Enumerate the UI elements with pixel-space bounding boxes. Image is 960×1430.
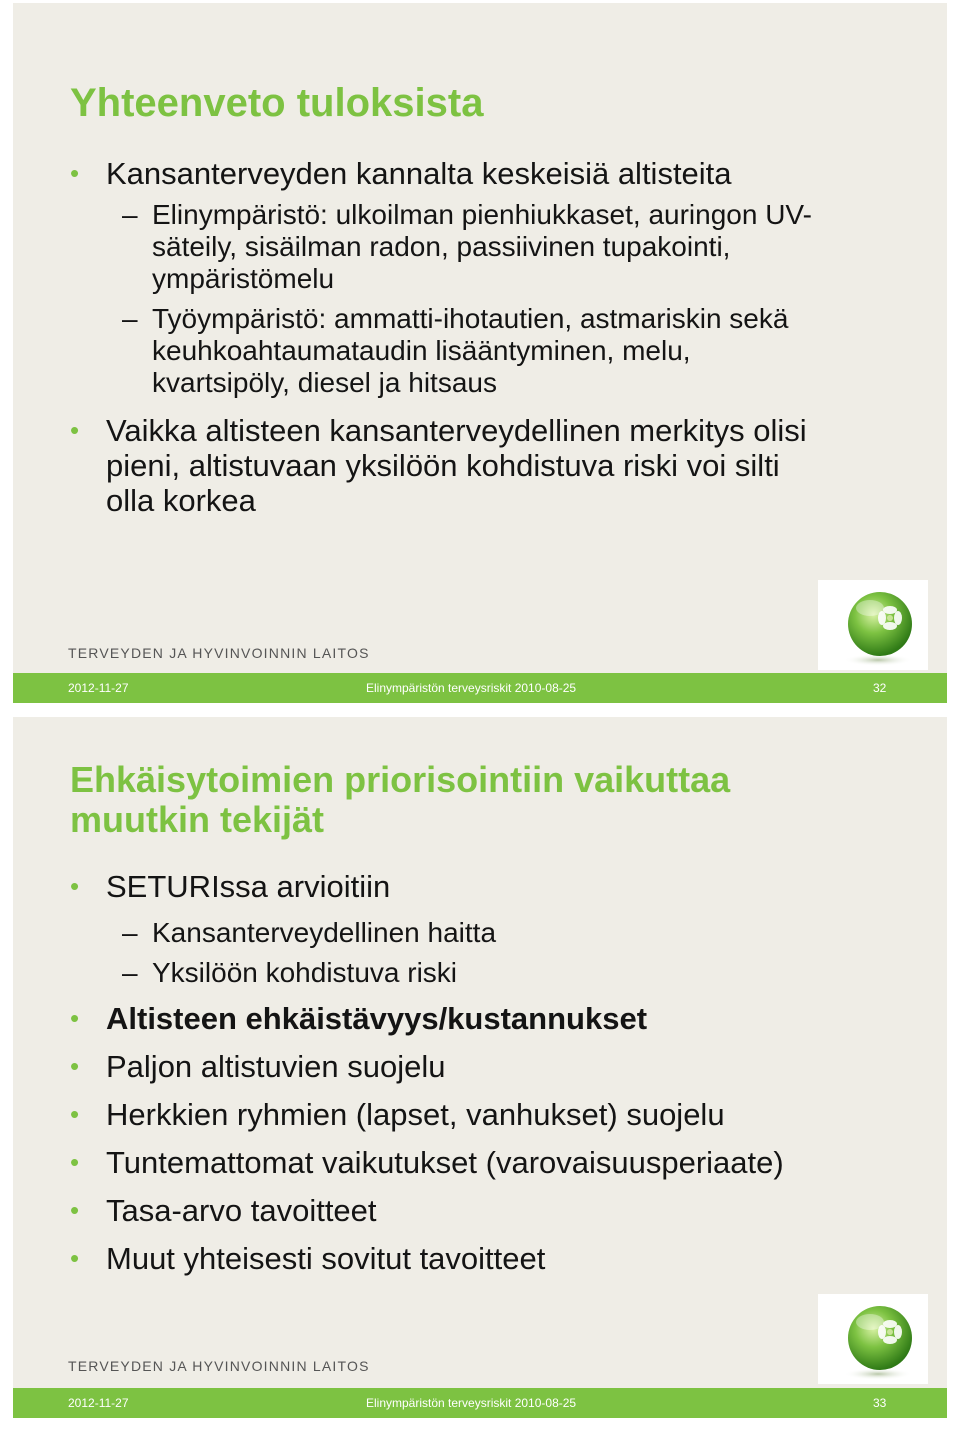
bullet-item: • Muut yhteisesti sovitut tavoitteet — [70, 1241, 546, 1276]
sub-bullet-item: – Elinympäristö: ulkoilman pienhiukkaset, auringon UV- säteily, sisäilman radon, passiivinen tupakointi, ympäristömelu — [122, 199, 812, 294]
footer-date: 2012-11-27 — [68, 681, 129, 695]
org-name: TERVEYDEN JA HYVINVOINNIN LAITOS — [68, 1358, 370, 1374]
green-orb-flower-icon — [818, 580, 928, 670]
page-number: 33 — [873, 1396, 887, 1410]
slide-title: Ehkäisytoimien priorisointiin vaikuttaa muutkin tekijät — [70, 759, 731, 840]
bullet-dot-icon: • — [70, 1243, 80, 1273]
slide-title: Yhteenveto tuloksista — [70, 81, 484, 125]
bullet-item: • Herkkien ryhmien (lapset, vanhukset) suojelu — [70, 1097, 725, 1132]
sub-bullet-item: – Työympäristö: ammatti-ihotautien, astmariskin sekä keuhkoahtaumataudin lisääntyminen, melu, kvartsipöly, diesel ja hitsaus — [122, 303, 789, 398]
dash-icon: – — [122, 303, 138, 334]
bullet-dot-icon: • — [70, 1051, 80, 1081]
bullet-dot-icon: • — [70, 415, 80, 445]
bullet-dot-icon: • — [70, 1003, 80, 1033]
bullet-item: • Tuntemattomat vaikutukset (varovaisuusperiaate) — [70, 1145, 784, 1180]
slide-32 — [13, 3, 947, 703]
green-orb-flower-icon — [818, 1294, 928, 1384]
org-name: TERVEYDEN JA HYVINVOINNIN LAITOS — [68, 645, 370, 661]
page-number: 32 — [873, 681, 887, 695]
bullet-item: • SETURIssa arvioitiin — [70, 869, 391, 904]
sub-bullet-item: – Kansanterveydellinen haitta — [122, 917, 497, 948]
footer-date: 2012-11-27 — [68, 1396, 129, 1410]
bullet-dot-icon: • — [70, 1195, 80, 1225]
bullet-item: • Vaikka altisteen kansanterveydellinen merkitys olisi pieni, altistuvaan yksilöön kohdistuva riski voi silti olla korkea — [70, 413, 807, 518]
dash-icon: – — [122, 917, 138, 948]
dash-icon: – — [122, 199, 138, 230]
footer-title: Elinympäristön terveysriskit 2010-08-25 — [366, 681, 577, 695]
bullet-item: • Tasa-arvo tavoitteet — [70, 1193, 377, 1228]
bullet-item: • Altisteen ehkäistävyys/kustannukset — [70, 1001, 648, 1036]
bullet-item: • Paljon altistuvien suojelu — [70, 1049, 446, 1084]
slide-footer — [13, 673, 947, 703]
slide-33 — [13, 717, 947, 1418]
bullet-dot-icon: • — [70, 1147, 80, 1177]
slide-content — [70, 156, 897, 524]
bullet-dot-icon: • — [70, 158, 80, 188]
slide-footer — [13, 1388, 947, 1418]
bullet-item: • Kansanterveyden kannalta keskeisiä altisteita — [70, 156, 732, 191]
slide-content — [70, 869, 897, 1289]
bullet-dot-icon: • — [70, 1099, 80, 1129]
bullet-dot-icon: • — [70, 871, 80, 901]
dash-icon: – — [122, 957, 138, 988]
sub-bullet-item: – Yksilöön kohdistuva riski — [122, 957, 458, 988]
footer-title: Elinympäristön terveysriskit 2010-08-25 — [366, 1396, 577, 1410]
